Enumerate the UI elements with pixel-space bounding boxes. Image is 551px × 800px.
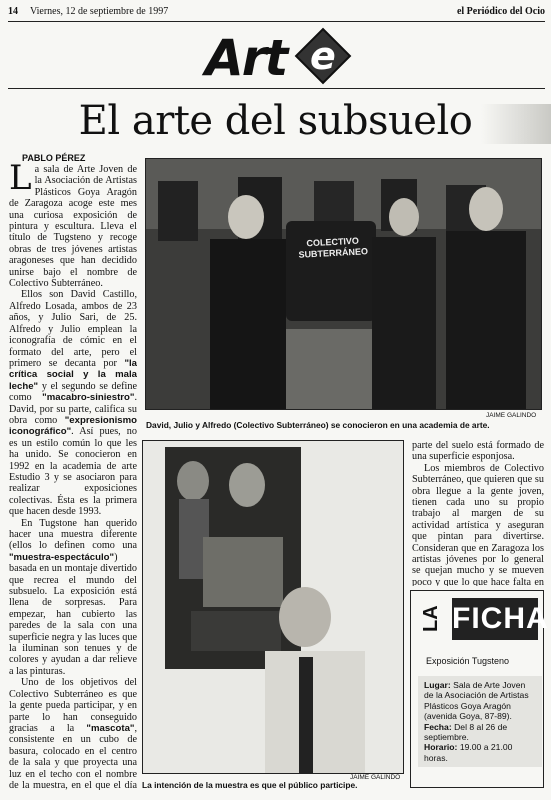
- paragraph: Uno de los objetivos del Colectivo Subterráneo es que la gente pueda participar, y en parte lo han conseguido gracias a la: [9, 677, 137, 734]
- paragraph: ) basada en un montaje divertido que recrea el mundo del subsuelo. La exposición está llena de sorpresas. Para empezar, han cubierto las paredes de la sala con una superficie negra y las luces que la iluminan son tenues y de colores y ayudan a dar relieve a las pinturas.: [9, 551, 137, 677]
- info-key: Lugar:: [424, 680, 451, 690]
- newspaper-name: el Periódico del Ocio: [456, 6, 545, 17]
- paragraph: , consistente en un cubo de basura, colocado en el centro de la sala y que proyecta una luz en el techo con el nombre de la muestra, en el que el día: [9, 722, 137, 790]
- issue-date: Viernes, 12 de septiembre de 1997: [30, 6, 169, 17]
- article-column-2: [412, 440, 544, 586]
- paragraph: En Tugstone han querido hacer una muestra diferente (ellos lo definen como una: [9, 517, 137, 552]
- info-box-details: [418, 676, 542, 767]
- dropcap: L: [9, 164, 32, 198]
- article-column-1: [9, 164, 137, 790]
- logo-e: e: [310, 34, 336, 78]
- photo-artists-image: [146, 159, 542, 410]
- paragraph: Los miembros de Colectivo Subterráneo, que quieren que su obra llegue a la gente joven, tienen cada uno su propio trabajo al margen de su actividad artística y aseguran que pintan para divertirse. Consideran que en Zaragoza los artistas jóvenes por lo general se quejan mucho y se mueven poco y que lo que hace falta en: [412, 462, 544, 586]
- photo-visitor: [142, 440, 404, 774]
- photo-caption: David, Julio y Alfredo (Colectivo Subterráneo) se conocieron en una academia de arte.: [146, 420, 490, 430]
- info-value: Del 8 al 26 de septiembre.: [424, 721, 508, 743]
- can-label-line: COLECTIVO: [306, 235, 360, 249]
- quote: "expresionismo iconográfico": [9, 414, 137, 438]
- byline: PABLO PÉREZ: [22, 153, 86, 163]
- logo-rule: [8, 88, 545, 89]
- photo-artists: [145, 158, 542, 410]
- paragraph: . David, por su parte, califica su obra como: [9, 392, 137, 426]
- can-label-line: SUBTERRÁNEO: [298, 246, 369, 260]
- photo-caption: La intención de la muestra es que el público participe.: [142, 780, 358, 790]
- paragraph: y el segundo se define como: [9, 380, 137, 404]
- paragraph: parte del suelo está formado de una superficie esponjosa.: [412, 440, 544, 463]
- quote: "mascota": [86, 722, 135, 734]
- quote: "la crítica social y la mala leche": [9, 357, 137, 392]
- info-value: 19.00 a 21.00 horas.: [424, 742, 513, 763]
- info-box-event: Exposición Tugsteno: [426, 656, 510, 666]
- info-box-label: FICHA: [452, 598, 538, 640]
- page-header: [8, 6, 545, 20]
- info-value: Sala de Arte Joven de la Asociación de Artistas Plásticos Goya Aragón (avenida Goya, 87-89).: [424, 680, 529, 722]
- page-number: 14: [8, 6, 18, 17]
- photo-visitor-image: [143, 441, 404, 774]
- photo-credit: JAIME GALINDO: [350, 774, 401, 781]
- logo-art: Art: [205, 29, 287, 87]
- info-box-label-small: LA: [420, 605, 442, 633]
- header-rule: [8, 21, 545, 22]
- paragraph: Ellos son David Castillo, Alfredo Losada, ambos de 23 años, y Julio Sari, de 25. Alfredo y Julio emplean la iconografía de cómic en el formato del arte, pero el primero se decanta por: [9, 289, 137, 369]
- trash-can-label: [295, 235, 370, 261]
- photo-credit: JAIME GALINDO: [486, 412, 537, 419]
- headline: El arte del subsuelo: [78, 98, 473, 144]
- quote: "macabro-siniestro": [42, 392, 135, 404]
- paragraph: . Así pues, no es un estilo común lo que les ha unido. Se conocieron en 1992 en la academia de arte Estudio 3 y se asociaron para realizar exposiciones colectivas. Ésta es la primera que hacen desde 1993.: [9, 426, 137, 518]
- paragraph: a sala de Arte Joven de la Asociación de Artistas Plásticos Goya Aragón de Zaragoza acoge este mes una curiosa exposición de pintura y escultura. Lleva el título de Tugsteno y recoge obras de tres jóvenes artistas aragoneses que han decidido unirse bajo el nombre de Colectivo Subterráneo.: [9, 164, 137, 290]
- info-key: Fecha:: [424, 721, 452, 732]
- section-logo: [205, 30, 355, 86]
- info-key: Horario:: [424, 742, 458, 753]
- quote: "muestra-espectáculo": [9, 551, 115, 563]
